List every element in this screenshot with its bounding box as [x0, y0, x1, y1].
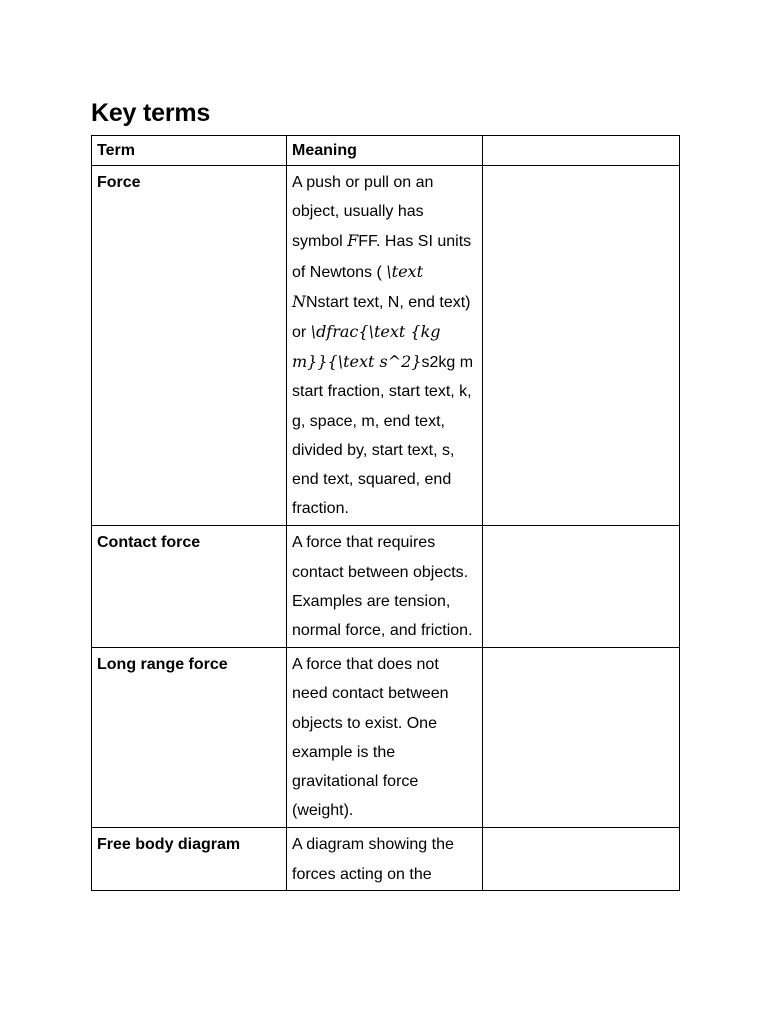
meaning-text: FF. Has SI units of Newtons (	[292, 233, 472, 281]
table-row	[92, 648, 680, 828]
meaning-text: s2kg m start fraction, start text, k, g, space, m, end text, divided by, start text, s, end text, squared, end fraction.	[292, 354, 474, 518]
term-cell: Free body diagram	[92, 828, 287, 891]
extra-cell	[483, 166, 680, 526]
table-row	[92, 828, 680, 891]
extra-cell	[483, 648, 680, 828]
meaning-cell	[287, 648, 483, 828]
extra-cell	[483, 828, 680, 891]
table-header-row	[92, 136, 680, 166]
meaning-text: A force that does not need contact between objects to exist. One example is the gravitational force (weight).	[292, 656, 449, 820]
term-cell: Contact force	[92, 526, 287, 648]
meaning-cell	[287, 166, 483, 526]
meaning-text: A force that requires contact between objects. Examples are tension, normal force, and friction.	[292, 534, 473, 640]
meaning-cell	[287, 828, 483, 891]
column-header-meaning: Meaning	[287, 136, 483, 166]
column-header-blank	[483, 136, 680, 166]
meaning-text: Nstart text, N, end text) or	[292, 293, 471, 342]
table-row	[92, 166, 680, 526]
meaning-cell	[287, 526, 483, 648]
key-terms-table	[91, 135, 680, 891]
math-expression: \dfrac{\text {kg m}}{\text s^2}	[292, 322, 441, 372]
term-cell: Long range force	[92, 648, 287, 828]
table-row	[92, 526, 680, 648]
meaning-text: A diagram showing the forces acting on the	[292, 836, 454, 883]
meaning-text: A push or pull on an object, usually has symbol	[292, 174, 434, 251]
extra-cell	[483, 526, 680, 648]
page-heading: Key terms	[91, 99, 211, 127]
math-expression: F	[347, 231, 359, 251]
column-header-term: Term	[92, 136, 287, 166]
math-expression: \text N	[292, 261, 424, 311]
term-cell: Force	[92, 166, 287, 526]
